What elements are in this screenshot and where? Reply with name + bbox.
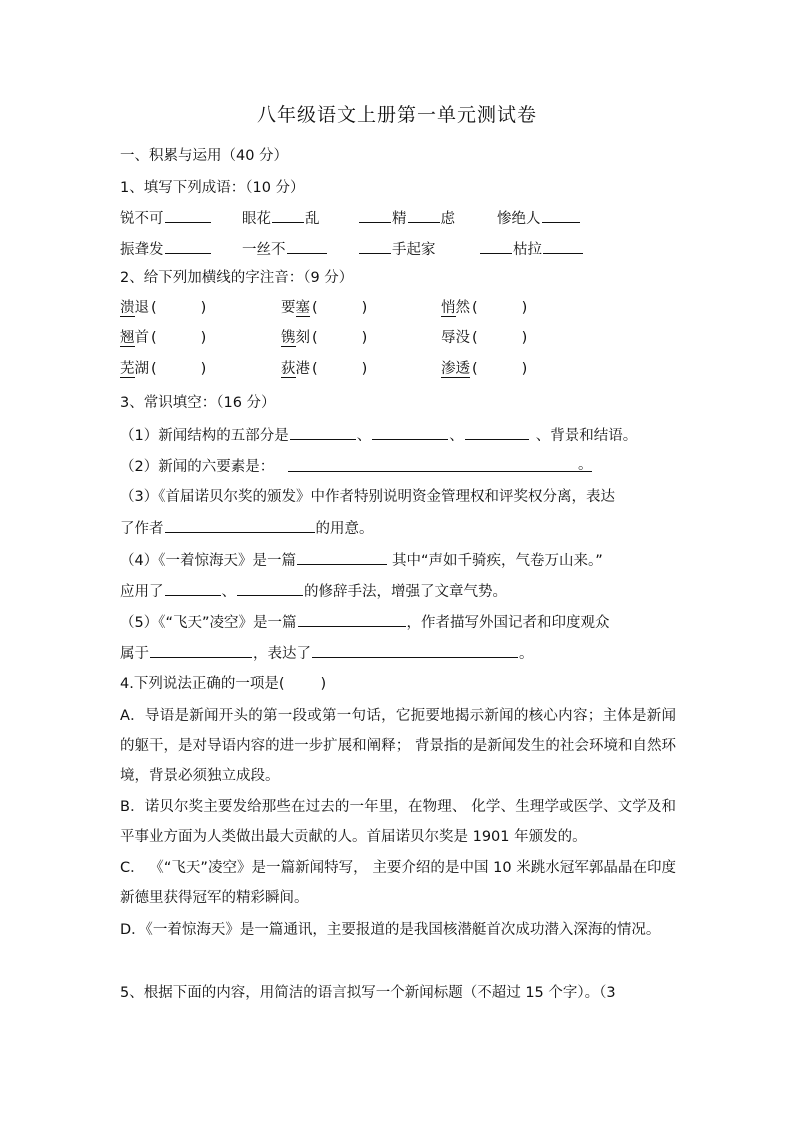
answer-blank[interactable] [165, 237, 211, 254]
pinyin-item: 悄然 ( ) [441, 300, 528, 316]
q5-heading: 5、根据下面的内容，用简洁的语言拟写一个新闻标题（不超过 15 个字）。（3 [120, 985, 616, 1001]
pinyin-item: 荻港 ( ) [281, 361, 368, 377]
answer-blank[interactable] [150, 641, 252, 658]
pinyin-item: 溃退 ( ) [120, 300, 207, 316]
idiom-8: 枯拉 [479, 237, 584, 260]
answer-blank[interactable] [372, 423, 448, 440]
idiom-5: 振聋发 [120, 237, 212, 260]
q3-item-2-end: 。 [578, 457, 593, 473]
q3-item-5b: 属于 ，表达了 。 [120, 641, 534, 664]
q3-item-3b: 了作者 的用意。 [120, 516, 374, 539]
pinyin-item: 渗透 ( ) [441, 361, 528, 377]
idiom-2: 眼花 乱 [242, 206, 320, 229]
answer-blank[interactable] [290, 423, 356, 440]
pinyin-item: 芜湖 ( ) [120, 361, 207, 377]
answer-blank[interactable] [272, 206, 304, 223]
q3-item-4: （4）《一着惊海天》是一篇 其中“声如千骑疾，气卷万山来。” [120, 548, 603, 571]
option-a: A．导语是新闻开头的第一段或第一句话，它扼要地揭示新闻的核心内容；主体是新闻的躯干，是对导语内容的进一步扩展和阐释； 背景指的是新闻发生的社会环境和自然环境，背景必须独立成段。 [120, 708, 676, 784]
idiom-4: 惨绝人 [497, 206, 581, 229]
idiom-3: 精 虑 [358, 206, 455, 229]
section-heading: 一、积累与运用（40 分） [120, 148, 289, 164]
answer-blank[interactable] [298, 610, 406, 627]
answer-blank[interactable] [165, 579, 221, 596]
q1-heading: 1、填写下列成语：（10 分） [120, 180, 305, 196]
q4-heading: 4.下列说法正确的一项是( ) [120, 676, 327, 692]
idiom-6: 一丝不 [242, 237, 328, 260]
pinyin-item: 要塞 ( ) [281, 300, 368, 316]
q3-item-4b: 应用了 、 的修辞手法，增强了文章气势。 [120, 579, 507, 602]
q3-item-3: （3）《首届诺贝尔奖的颁发》中作者特别说明资金管理权和评奖权分离，表达 [120, 489, 615, 505]
q2-heading: 2、给下列加横线的字注音：（9 分） [120, 270, 354, 286]
page-title: 八年级语文上册第一单元测试卷 [256, 104, 537, 126]
answer-blank[interactable] [359, 237, 391, 254]
q3-item-2: （2）新闻的六要素是： [120, 455, 589, 477]
pinyin-item: 镌刻 ( ) [281, 330, 368, 346]
answer-line[interactable] [288, 471, 592, 472]
answer-blank[interactable] [359, 206, 391, 223]
answer-blank[interactable] [543, 237, 583, 254]
option-b: B．诺贝尔奖主要发给那些在过去的一年里，在物理、 化学、生理学或医学、文学及和平事业方面为人类做出最大贡献的人。首届诺贝尔奖是 1901 年颁发的。 [120, 799, 676, 845]
answer-blank[interactable] [165, 516, 315, 533]
q3-item-5: （5）《“飞天”凌空》是一篇 ，作者描写外国记者和印度观众 [120, 610, 610, 633]
answer-blank[interactable] [312, 641, 518, 658]
answer-blank[interactable] [480, 237, 512, 254]
option-d: D．《一着惊海天》是一篇通讯，主要报道的是我国核潜艇首次成功潜入深海的情况。 [120, 922, 661, 938]
answer-blank[interactable] [297, 548, 387, 565]
answer-blank[interactable] [237, 579, 303, 596]
pinyin-item: 辱没 ( ) [441, 330, 528, 346]
q3-item-1: （1）新闻结构的五部分是 、 、 、背景和结语。 [120, 423, 637, 446]
q3-heading: 3、常识填空：（16 分） [120, 395, 276, 411]
idiom-7: 手起家 [358, 237, 436, 260]
answer-blank[interactable] [288, 455, 588, 471]
answer-blank[interactable] [465, 423, 529, 440]
answer-blank[interactable] [408, 206, 440, 223]
pinyin-item: 翘首 ( ) [120, 330, 207, 346]
idiom-1: 锐不可 [120, 206, 212, 229]
answer-blank[interactable] [287, 237, 327, 254]
answer-blank[interactable] [542, 206, 580, 223]
option-c: C． 《“飞天”凌空》是一篇新闻特写， 主要介绍的是中国 10 米跳水冠军郭晶晶在印度新德里获得冠军的精彩瞬间。 [120, 860, 676, 906]
answer-blank[interactable] [165, 206, 211, 223]
